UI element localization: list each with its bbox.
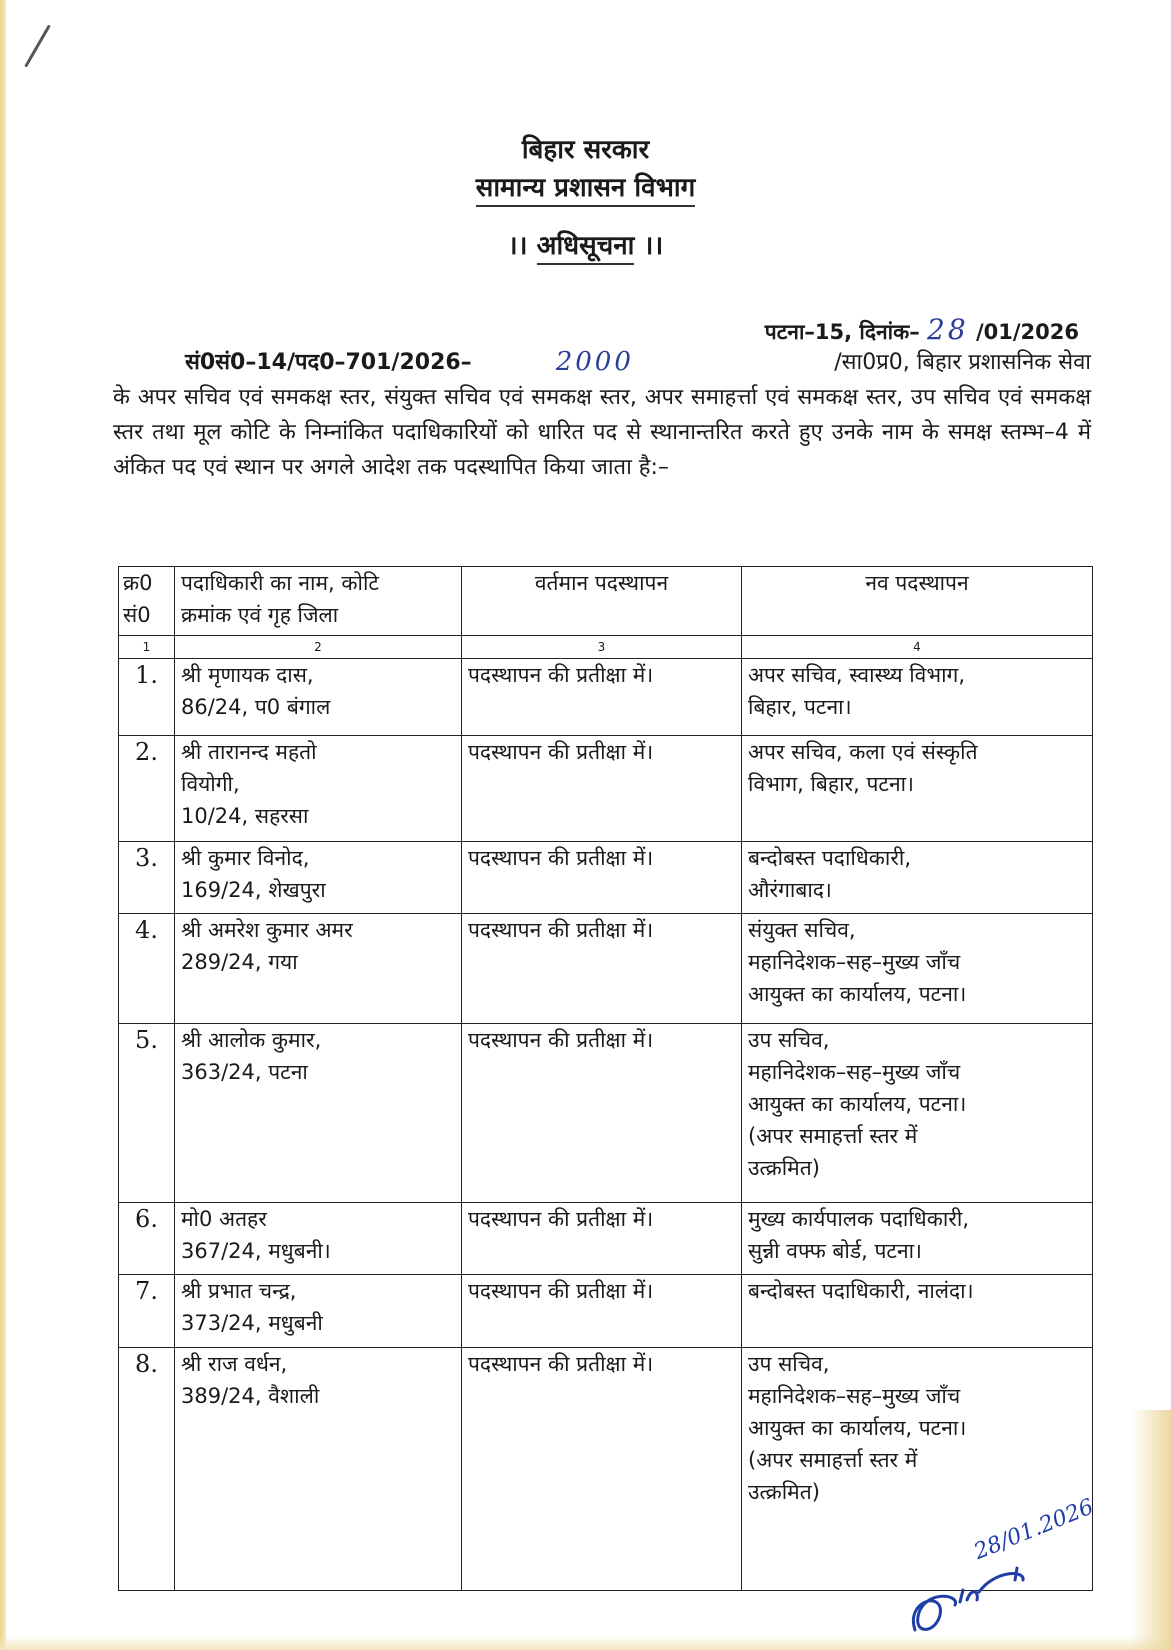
row-serial: 4. [119,914,175,1024]
department-name [0,168,1171,204]
notice-suffix: ।। [643,231,664,261]
row-new-posting [742,1275,1093,1348]
current-posting-text: पदस्थापन की प्रतीक्षा में। [468,846,654,870]
new-posting-line: बिहार, पटना। [748,695,852,719]
paper-edge-corner [1131,1410,1171,1650]
current-posting-text: पदस्थापन की प्रतीक्षा में। [468,740,654,764]
table-row [119,659,1093,736]
new-posting-line: उत्क्रमित) [748,1156,820,1180]
row-serial: 6. [119,1203,175,1275]
reference-number-handwritten: 2000 [555,347,634,377]
department-name-text: सामान्य प्रशासन विभाग [476,173,696,207]
row-new-posting [742,1024,1093,1203]
header-officer [175,567,462,636]
new-posting-line: (अपर समाहर्त्ता स्तर में [748,1448,918,1472]
row-current-posting [462,736,742,842]
new-posting-line: बन्दोबस्त पदाधिकारी, नालंदा। [748,1279,974,1303]
table-row [119,1275,1093,1348]
row-current-posting [462,1024,742,1203]
table-row [119,1203,1093,1275]
dateline-month-year: /01/2026 [975,320,1079,344]
column-number: 2 [175,636,462,659]
new-posting-line: आयुक्त का कार्यालय, पटना। [748,982,967,1006]
new-posting-line: उप सचिव, [748,1352,830,1376]
table-header-row [119,567,1093,636]
officer-line: मो0 अतहर [181,1207,267,1231]
officer-line: श्री कुमार विनोद, [181,846,310,870]
new-posting-line: औरंगाबाद। [748,878,832,902]
table-row [119,914,1093,1024]
row-new-posting [742,1203,1093,1275]
pen-stroke-mark [24,24,51,67]
row-current-posting [462,914,742,1024]
government-name: बिहार सरकार [521,135,650,165]
new-posting-line: मुख्य कार्यपालक पदाधिकारी, [748,1207,969,1231]
new-posting-line: आयुक्त का कार्यालय, पटना। [748,1092,967,1116]
header-officer-line1: पदाधिकारी का नाम, कोटि [181,571,379,595]
current-posting-text: पदस्थापन की प्रतीक्षा में। [468,1279,654,1303]
signature-date-handwritten: 28/01.2026 [970,1494,1098,1565]
row-new-posting [742,736,1093,842]
new-posting-line: अपर सचिव, कला एवं संस्कृति [748,740,978,764]
row-officer [175,914,462,1024]
current-posting-text: पदस्थापन की प्रतीक्षा में। [468,918,654,942]
header-serial-line1: क्र0 [123,571,153,595]
reference-number-suffix: /सा0प्र0, बिहार प्रशासनिक सेवा [834,350,1091,375]
new-posting-line: (अपर समाहर्त्ता स्तर में [748,1124,918,1148]
notice-title-text: अधिसूचना [537,231,635,265]
new-posting-line: संयुक्त सचिव, [748,918,856,942]
officer-line: श्री मृणायक दास, [181,663,314,687]
order-paragraph [113,345,1091,485]
current-posting-text: पदस्थापन की प्रतीक्षा में। [468,663,654,687]
row-serial: 1. [119,659,175,736]
row-serial: 5. [119,1024,175,1203]
row-current-posting [462,1348,742,1591]
dateline [765,313,1079,346]
row-new-posting [742,842,1093,914]
column-number: 3 [462,636,742,659]
new-posting-line: अपर सचिव, स्वास्थ्य विभाग, [748,663,966,687]
officer-line: 169/24, शेखपुरा [181,878,326,902]
header-new-posting [742,567,1093,636]
row-officer [175,842,462,914]
new-posting-line: उत्क्रमित) [748,1480,820,1504]
officer-line: श्री आलोक कुमार, [181,1028,322,1052]
row-officer [175,659,462,736]
header-current-posting-text: वर्तमान पदस्थापन [534,571,669,595]
row-officer [175,1275,462,1348]
header-serial [119,567,175,636]
officer-line: वियोगी, [181,772,240,796]
row-officer [175,736,462,842]
officer-line: 86/24, प0 बंगाल [181,695,331,719]
new-posting-line: विभाग, बिहार, पटना। [748,772,915,796]
new-posting-line: महानिदेशक–सह–मुख्य जाँच [748,1384,961,1408]
table-row [119,842,1093,914]
row-officer [175,1348,462,1591]
current-posting-text: पदस्थापन की प्रतीक्षा में। [468,1207,654,1231]
row-serial: 7. [119,1275,175,1348]
row-officer [175,1024,462,1203]
new-posting-line: सुन्नी वफ्फ बोर्ड, पटना। [748,1239,923,1263]
dateline-day-handwritten: 28 [927,313,969,346]
notice-prefix: ।। [507,231,528,261]
officer-line: 389/24, वैशाली [181,1384,320,1408]
officer-line: श्री राज वर्धन, [181,1352,288,1376]
reference-number-prefix: सं0सं0–14/पद0–701/2026– [185,350,472,375]
reference-line [113,345,1091,380]
officer-line: श्री प्रभात चन्द्र, [181,1279,297,1303]
row-serial: 3. [119,842,175,914]
column-number: 1 [119,636,175,659]
order-body: के अपर सचिव एवं समकक्ष स्तर, संयुक्त सचिव एवं समकक्ष स्तर, अपर समाहर्त्ता एवं समकक्ष स्तर, उप सचिव एवं समकक्ष स्तर तथा मूल कोटि के निम्नांकित पदाधिकारियों को धारित पद से स्थानान्तरित करते हुए उनके नाम के समक्ष स्तम्भ–4 में अंकित पद एवं स्थान पर अगले आदेश तक पदस्थापित किया जाता है:– [113,385,1091,480]
handwritten-signature [905,1540,1105,1640]
row-officer [175,1203,462,1275]
row-current-posting [462,842,742,914]
row-current-posting [462,659,742,736]
row-new-posting [742,659,1093,736]
current-posting-text: पदस्थापन की प्रतीक्षा में। [468,1352,654,1376]
column-number-row [119,636,1093,659]
officer-line: 373/24, मधुबनी [181,1311,323,1335]
header-serial-line2: सं0 [123,603,151,627]
new-posting-line: उप सचिव, [748,1028,830,1052]
table-row [119,1024,1093,1203]
row-current-posting [462,1275,742,1348]
row-current-posting [462,1203,742,1275]
dateline-place: पटना–15, दिनांक– [764,320,920,344]
current-posting-text: पदस्थापन की प्रतीक्षा में। [468,1028,654,1052]
header-officer-line2: क्रमांक एवं गृह जिला [181,603,339,627]
officer-line: श्री तारानन्द महतो [181,740,317,764]
new-posting-line: आयुक्त का कार्यालय, पटना। [748,1416,967,1440]
new-posting-line: महानिदेशक–सह–मुख्य जाँच [748,950,961,974]
officer-line: 367/24, मधुबनी। [181,1239,331,1263]
officer-line: श्री अमरेश कुमार अमर [181,918,353,942]
table-row [119,736,1093,842]
header-current-posting [462,567,742,636]
officer-line: 10/24, सहरसा [181,804,309,828]
new-posting-line: महानिदेशक–सह–मुख्य जाँच [748,1060,961,1084]
officer-line: 289/24, गया [181,950,298,974]
row-serial: 8. [119,1348,175,1591]
column-number: 4 [742,636,1093,659]
officer-line: 363/24, पटना [181,1060,308,1084]
posting-table [118,566,1093,1591]
row-new-posting [742,914,1093,1024]
row-serial: 2. [119,736,175,842]
header-new-posting-text: नव पदस्थापन [865,571,969,595]
new-posting-line: बन्दोबस्त पदाधिकारी, [748,846,912,870]
notice-title [0,226,1171,262]
